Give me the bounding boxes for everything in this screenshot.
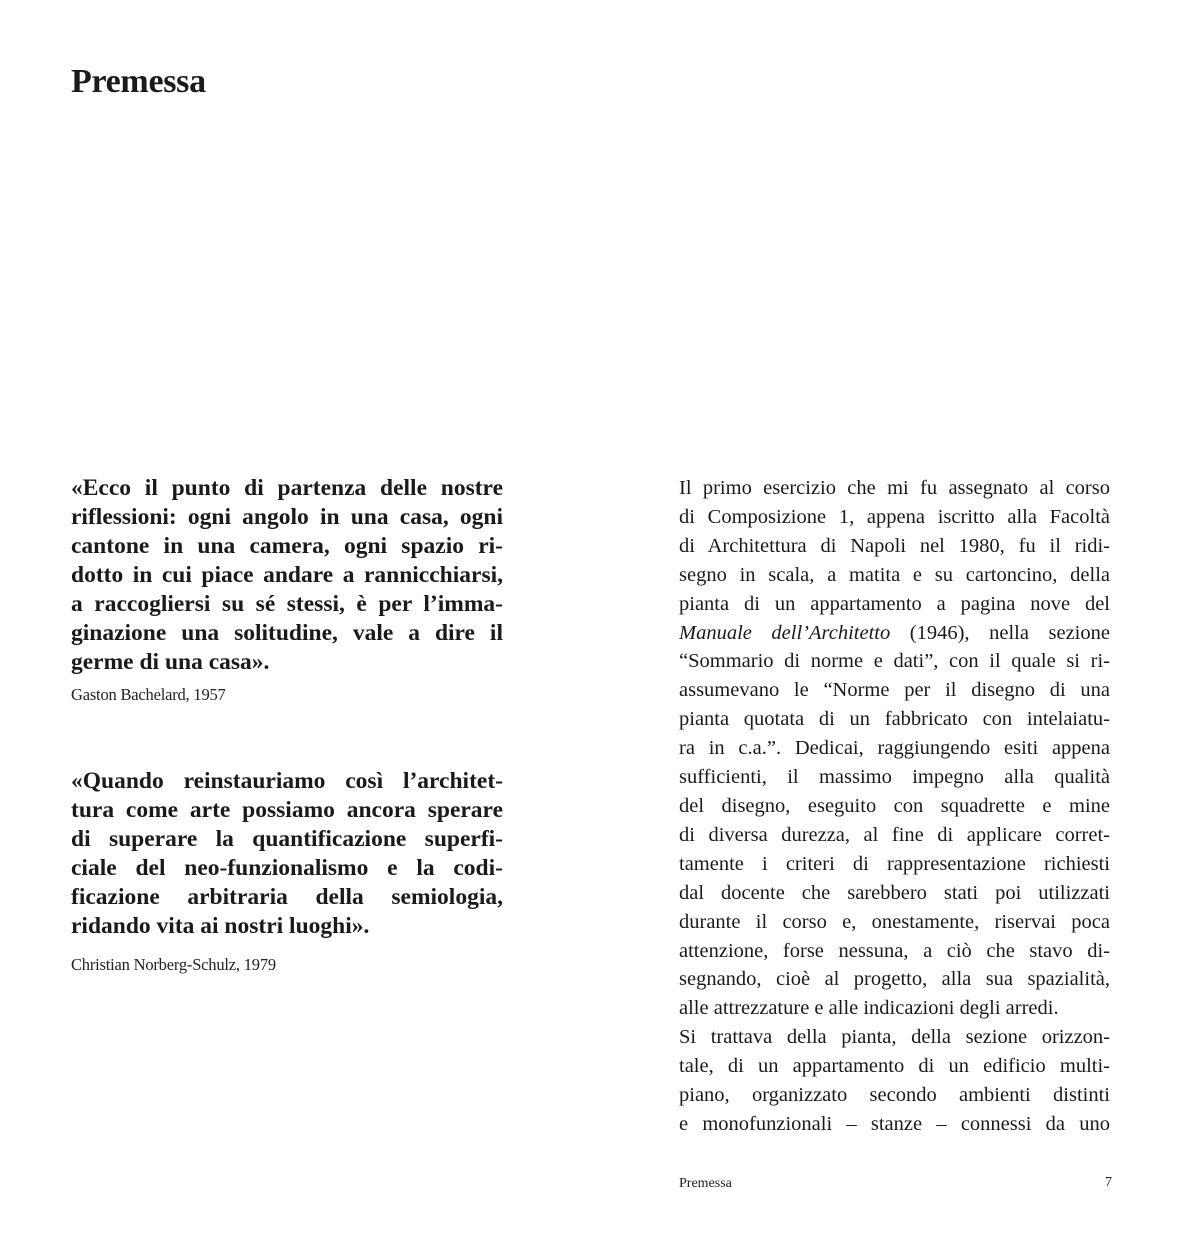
body-line: pianta di un appartamento a pagina nove del — [679, 592, 1110, 615]
quote-line: ginazione una solitudine, vale a dire il — [71, 620, 503, 646]
page-number: 7 — [1105, 1175, 1112, 1190]
body-line: dal docente che sarebbero stati poi utilizzati — [679, 881, 1110, 904]
body-line: del disegno, eseguito con squadrette e mine — [679, 794, 1110, 817]
epigraph-quote-norberg-schulz — [71, 767, 503, 941]
body-line: ra in c.a.”. Dedicai, raggiungendo esiti appena — [679, 737, 1110, 760]
body-line: tale, di un appartamento di un edificio multi- — [679, 1055, 1110, 1078]
quote-line: ciale del neo-funzionalismo e la codi- — [71, 855, 503, 881]
quote-attribution-norberg-schulz: Christian Norberg-Schulz, 1979 — [71, 955, 276, 974]
body-line: pianta quotata di un fabbricato con intelaiatu- — [679, 708, 1110, 731]
book-title: Manuale dell’Architetto — [679, 621, 891, 644]
epigraph-quote-bachelard — [71, 474, 503, 677]
body-line: “Sommario di norme e dati”, con il quale si ri- — [679, 650, 1110, 673]
body-line: tamente i criteri di rappresentazione richiesti — [679, 852, 1110, 875]
quote-line: riflessioni: ogni angolo in una casa, ogni — [71, 504, 503, 530]
quote-attribution-bachelard: Gaston Bachelard, 1957 — [71, 685, 226, 704]
quote-line: ridando vita ai nostri luoghi». — [71, 913, 370, 939]
quote-line: a raccogliersi su sé stessi, è per l’imma- — [71, 591, 503, 617]
body-line: piano, organizzato secondo ambienti distinti — [679, 1084, 1110, 1107]
body-line: di Composizione 1, appena iscritto alla Facoltà — [679, 505, 1110, 528]
page-title: Premessa — [71, 63, 206, 100]
body-line: Il primo esercizio che mi fu assegnato al corso — [679, 477, 1110, 499]
body-line-remainder: (1946), nella sezione — [890, 621, 1110, 644]
body-line-with-book-title — [679, 619, 1110, 648]
body-line: segno in scala, a matita e su cartoncino, della — [679, 563, 1110, 586]
body-line: e monofunzionali – stanze – connessi da uno — [679, 1112, 1110, 1135]
body-line: attenzione, forse nessuna, a ciò che stavo di- — [679, 939, 1110, 962]
quote-line: dotto in cui piace andare a rannicchiarsi, — [71, 562, 503, 588]
quote-line: ficazione arbitraria della semiologia, — [71, 884, 503, 910]
quote-line: di superare la quantificazione superfi- — [71, 826, 503, 852]
body-line: di diversa durezza, al fine di applicare corret- — [679, 823, 1110, 846]
quote-line: tura come arte possiamo ancora sperare — [71, 797, 503, 823]
body-line: alle attrezzature e alle indicazioni degli arredi. — [679, 997, 1059, 1020]
quote-line: «Quando reinstauriamo così l’architet- — [71, 768, 503, 794]
body-line: segnando, cioè al progetto, alla sua spazialità, — [679, 968, 1110, 991]
quote-line: cantone in una camera, ogni spazio ri- — [71, 533, 503, 559]
quote-line: germe di una casa». — [71, 649, 270, 675]
body-paragraph — [679, 474, 1110, 1139]
body-line: assumevano le “Norme per il disegno di una — [679, 679, 1110, 702]
body-line: Si trattava della pianta, della sezione orizzon- — [679, 1026, 1110, 1049]
quote-line: «Ecco il punto di partenza delle nostre — [71, 475, 503, 501]
body-line: di Architettura di Napoli nel 1980, fu il ridi- — [679, 534, 1110, 557]
running-head: Premessa — [679, 1176, 732, 1191]
body-line: sufficienti, il massimo impegno alla qualità — [679, 766, 1110, 789]
body-line: durante il corso e, onestamente, riservai poca — [679, 910, 1110, 933]
